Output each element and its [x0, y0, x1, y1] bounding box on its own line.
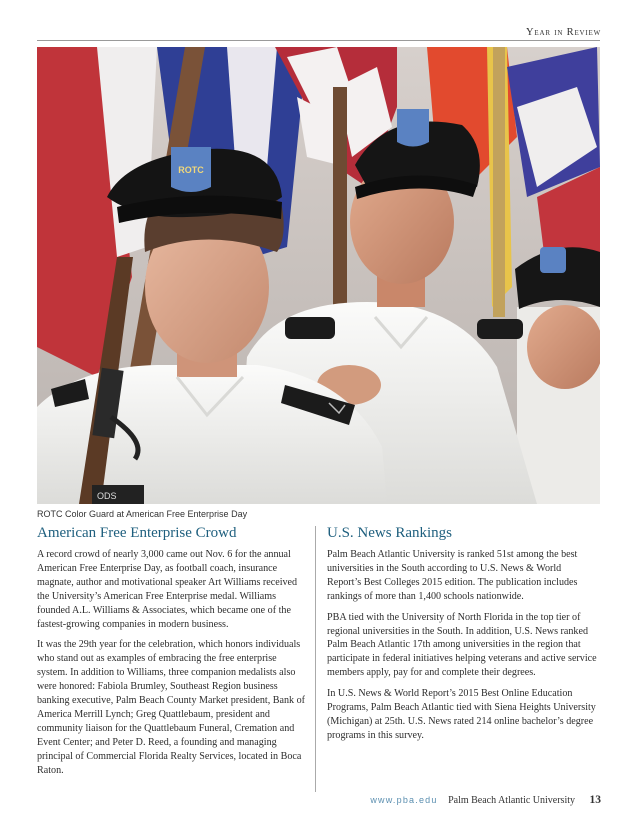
- section-label: Year in Review: [526, 27, 601, 38]
- article-us-news-rankings: [327, 524, 597, 750]
- beret-badge-text: ROTC: [178, 165, 204, 175]
- article-paragraph: Palm Beach Atlantic University is ranked 51st among the best universities in the South according to U.S. News & World Report’s Best Colleges 2015 edition. The publication includes rankings of more than 1,400 schools nationwide.: [327, 549, 578, 602]
- page-number: 13: [589, 794, 601, 806]
- article-paragraph: It was the 29th year for the celebration, which honors individuals who stand out as examples of embracing the free enterprise system. In addition to Williams, three companion medalists also were honored: Fabiola Brumley, Southeast Region business banking executive, Palm Beach County Market president, Bank of America Merrill Lynch; Greg Quattlebaum, president and community liaison for the Quattlebaum Funeral, Cremation and Event Center; and Peter D. Reed, a founding and managing principal of Commercial Florida Realty Services, located in Boca Raton.: [37, 639, 305, 776]
- rifle-marking: ODS: [97, 491, 117, 501]
- photo-caption: ROTC Color Guard at American Free Enterprise Day: [37, 509, 248, 519]
- column-divider: [315, 526, 316, 792]
- color-guard-photo: [37, 47, 600, 504]
- article-title: American Free Enterprise Crowd: [37, 525, 237, 541]
- article-title: U.S. News Rankings: [327, 525, 453, 541]
- page-footer: [370, 794, 601, 806]
- article-paragraph: A record crowd of nearly 3,000 came out Nov. 6 for the annual American Free Enterprise Day, as football coach, insurance magnate, author and motivational speaker Art Williams received the University’s American Free Enterprise medal. Williams founded A.L. Williams & Associates, which became one of the fastest-growing companies in modern business.: [37, 549, 298, 630]
- article-paragraph: PBA tied with the University of North Florida in the top tier of regional universities in the South. In addition, U.S. News ranked Palm Beach Atlantic 17th among universities in the region that participate in federal initiatives helping veterans and active service members apply, pay for and complete their degrees.: [327, 611, 597, 679]
- article-american-free-enterprise: [37, 524, 305, 785]
- article-paragraph: In U.S. News & World Report’s 2015 Best Online Education Programs, Palm Beach Atlantic tied with Siena Heights University (Michigan) at 25th. U.S. News rated 214 online bachelor’s degree programs in this survey.: [327, 688, 596, 741]
- footer-url[interactable]: www.pba.edu: [370, 795, 438, 805]
- header-rule: [37, 40, 600, 41]
- footer-publisher: Palm Beach Atlantic University: [448, 795, 575, 806]
